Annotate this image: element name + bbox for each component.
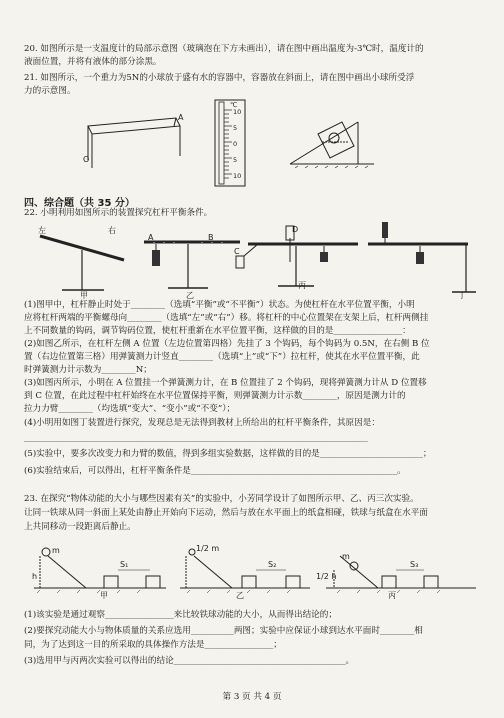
fig22-label-c: C	[234, 247, 240, 256]
fig-label-o: O	[83, 155, 90, 164]
thermo-tick-2: 5	[233, 124, 238, 132]
fig22-left: 左	[38, 226, 46, 235]
fig22-label-d: D	[292, 225, 299, 234]
thermo-tick-1: 10	[233, 108, 242, 116]
fig23-yi: 乙	[236, 591, 244, 600]
fig-label-a: A	[178, 113, 184, 122]
fig22-right: 右	[108, 226, 116, 235]
q23-answer-line: 同，为了达到这一目的所采取的具体操作方法是________________；	[24, 640, 282, 650]
q22-line: (2)如图乙所示，在杠杆左侧 A 位置（左边位置第四格）先挂了 3 个钩码，每个钩码为 0.5N，在右侧 B 位	[24, 339, 430, 349]
fig23-s3: S₃	[410, 560, 419, 569]
q22-line: 到 C 位置，在此过程中杠杆始终在水平位置保持平衡，则弹簧测力计示数________，原因是测力计的	[24, 391, 406, 401]
lever-figures	[28, 222, 478, 298]
section-title: 四、综合题（共 35 分）	[24, 198, 135, 209]
fig22-yi: 乙	[186, 291, 194, 300]
q23-answer-line: (3)选用甲与丙两次实验可以得出的结论________________________________________。	[24, 656, 355, 666]
q21-line-2: 力的示意图。	[24, 86, 76, 96]
q22-line: 置（右边位置第三格）用弹簧测力计竖直________（选填“上”或“下”）拉杠杆，使其在水平位置平衡，此	[24, 352, 420, 362]
table-figure	[76, 112, 186, 172]
q21-line-1: 21. 如图所示，一个重力为5N的小球放于盛有水的容器中，容器放在斜面上，请在图中画出小球所受浮	[24, 73, 415, 83]
q23-answer-line: (1)该实验是通过观察________________来比较铁球动能的大小，从而得出结论的；	[24, 610, 337, 620]
q22-line: (4)小明用如图丁装置进行探究，发现总是无法得到教材上所给出的杠杆平衡条件，其原因是：	[24, 418, 380, 428]
q22-line: 应将杠杆两端的平衡螺母向________（选填“左”或“右”）移。将杠杆的中心位置架在支架上后，杠杆两侧挂	[24, 313, 429, 323]
slope-container-figure	[288, 104, 378, 168]
fig23-m-jia: m	[52, 546, 60, 555]
q20-line-1: 20. 如图所示是一支温度计的局部示意图（玻璃泡在下方未画出），请在图中画出温度为-3℃时，温度计的	[24, 44, 424, 54]
q22-line: 时弹簧测力计示数为________N；	[24, 365, 152, 375]
thermo-tick-3: 0	[233, 140, 238, 148]
fig23-bing: 丙	[388, 591, 396, 600]
thermo-tick-5: 10	[233, 172, 242, 180]
fig23-half-m: 1/2 m	[196, 544, 220, 553]
q20-line-2: 液面位置，并将有液体的部分涂黑。	[24, 57, 162, 67]
q22-line: ________________________________________________________________________________	[24, 433, 368, 443]
q22-line: (6)实验结束后，可以得出，杠杆平衡条件是________________________________________________。	[24, 466, 406, 476]
fig22-jia: 甲	[80, 291, 88, 300]
q22-line: (3)如图丙所示，小明在 A 位置挂一个弹簧测力计，在 B 位置挂了 2 个钩码，现将弹簧测力计从 D 位置移	[24, 378, 427, 388]
thermometer-figure	[205, 98, 255, 190]
thermo-unit: ℃	[230, 101, 238, 109]
q23-answer-line: (2)要探究动能大小与物体质量的关系应选用__________两图；实验中应保证小球到达水平面时________相	[24, 626, 423, 636]
q22-line: 上不同数量的钩码，调节钩码位置，使杠杆重新在水平位置平衡，这样做的目的是________________：	[24, 326, 411, 336]
thermo-tick-4: 5	[233, 156, 238, 164]
q23-line: 23. 在探究“物体动能的大小与哪些因素有关”的实验中，小芳同学设计了如图所示甲、乙、丙三次实验。	[24, 494, 419, 504]
q22-line: (1)图甲中，杠杆静止时处于________（选填“平衡”或“不平衡”）状态。为使杠杆在水平位置平衡，小明	[24, 300, 415, 310]
q23-line: 上共同移动一段距离后静止。	[24, 522, 136, 532]
page-footer: 第 3 页 共 4 页	[222, 692, 282, 702]
fig22-ding: 丁	[458, 291, 466, 300]
fig23-s1: S₁	[120, 560, 129, 569]
q23-line: 让同一铁球从同一斜面上某处由静止开始向下运动，然后与放在水平面上的纸盒相碰，铁球与纸盒在水平面	[24, 508, 428, 518]
fig22-label-b: B	[208, 233, 214, 242]
fig23-jia: 甲	[100, 591, 108, 600]
fig23-s2: S₂	[268, 560, 277, 569]
fig23-h: h	[32, 572, 38, 581]
fig23-half-h: 1/2 h	[316, 572, 337, 581]
fig22-label-a: A	[148, 233, 154, 242]
fig23-m-bing: m	[342, 552, 350, 561]
q22-line: (5)实验中，要多次改变力和力臂的数值，得到多组实验数据，这样做的目的是________________________；	[24, 449, 432, 459]
fig22-bing: 丙	[298, 281, 306, 290]
q22-line: 拉力力臂________（均选填“变大”、“变小”或“不变”）；	[24, 404, 236, 414]
q22-intro: 22. 小明利用如图所示的装置探究杠杆平衡条件。	[24, 208, 213, 218]
